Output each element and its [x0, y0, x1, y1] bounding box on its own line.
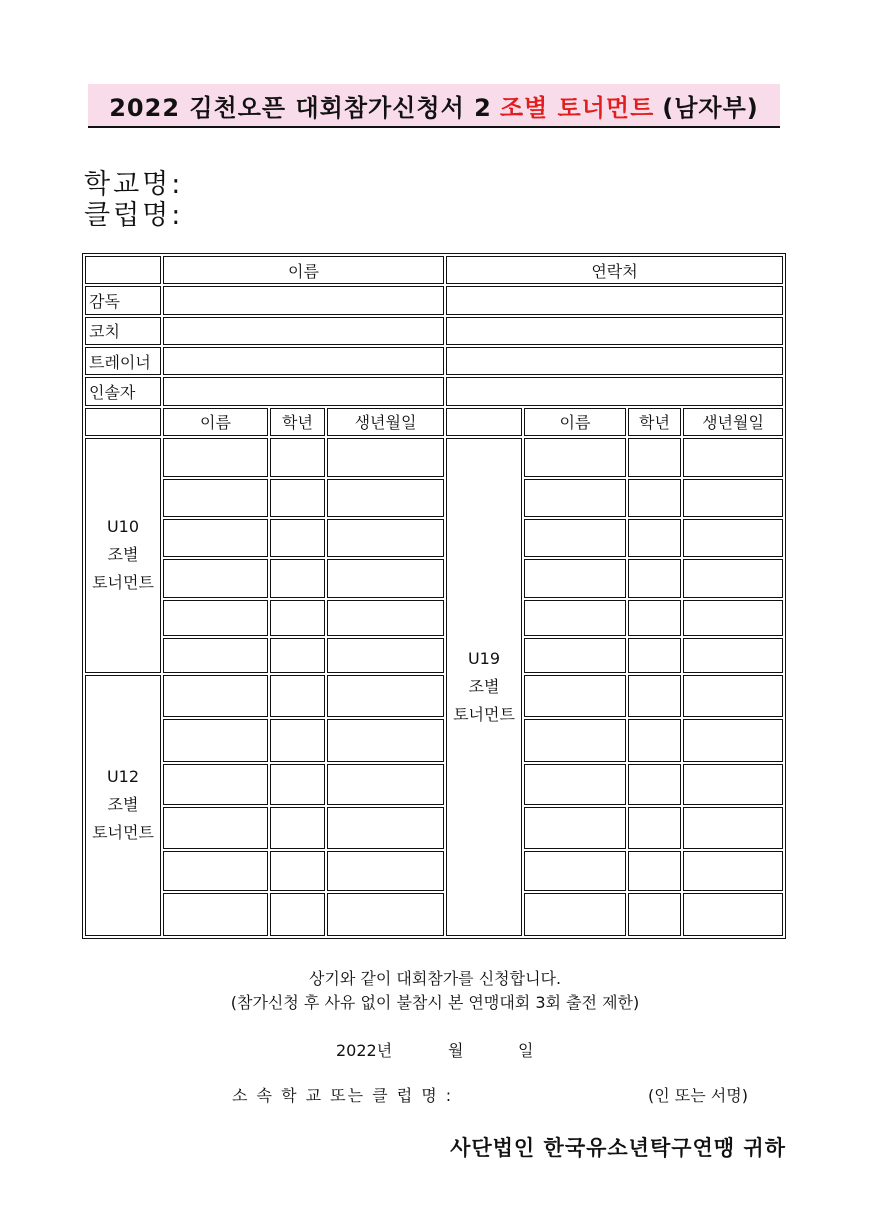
player-birth-cell[interactable]	[683, 675, 783, 718]
group-u12-line3: 토너먼트	[92, 823, 154, 843]
player-name-cell[interactable]	[524, 893, 626, 936]
player-grade-cell[interactable]	[628, 479, 681, 517]
staff-role-coach-director: 감독	[85, 286, 161, 314]
player-name-cell[interactable]	[163, 851, 268, 892]
player-grade-cell[interactable]	[628, 519, 681, 557]
entry-table	[82, 253, 786, 939]
player-birth-cell[interactable]	[327, 638, 444, 672]
player-name-header: 이름	[524, 408, 626, 436]
player-header-blank	[446, 408, 522, 436]
player-header-blank	[85, 408, 161, 436]
player-name-cell[interactable]	[163, 600, 268, 636]
player-name-cell[interactable]	[163, 719, 268, 762]
player-grade-cell[interactable]	[270, 675, 325, 718]
player-grade-cell[interactable]	[628, 675, 681, 718]
player-birth-cell[interactable]	[683, 479, 783, 517]
player-name-cell[interactable]	[524, 479, 626, 517]
group-u12-line2: 조별	[107, 795, 139, 815]
player-name-cell[interactable]	[524, 764, 626, 806]
staff-role-coach: 코치	[85, 317, 161, 345]
player-grade-cell[interactable]	[628, 764, 681, 806]
player-grade-cell[interactable]	[270, 438, 325, 476]
player-birth-header: 생년월일	[327, 408, 444, 436]
player-grade-cell[interactable]	[628, 600, 681, 636]
staff-name-cell[interactable]	[163, 347, 444, 375]
player-name-cell[interactable]	[524, 638, 626, 672]
club-name-field[interactable]: 클럽명:	[84, 200, 184, 231]
group-u12-line1: U12	[106, 767, 140, 787]
staff-contact-header: 연락처	[446, 256, 783, 284]
player-name-header: 이름	[163, 408, 268, 436]
staff-name-cell[interactable]	[163, 286, 444, 314]
player-grade-cell[interactable]	[270, 638, 325, 672]
recipient-footer: 사단법인 한국유소년탁구연맹 귀하	[450, 1136, 786, 1160]
player-birth-cell[interactable]	[327, 893, 444, 936]
player-name-cell[interactable]	[524, 559, 626, 597]
player-birth-cell[interactable]	[683, 807, 783, 849]
title-part3: (남자부)	[662, 93, 759, 122]
player-birth-cell[interactable]	[683, 719, 783, 762]
player-birth-cell[interactable]	[683, 764, 783, 806]
player-birth-cell[interactable]	[683, 893, 783, 936]
title-part2-red: 조별 토너먼트	[499, 93, 655, 122]
player-name-cell[interactable]	[163, 559, 268, 597]
player-grade-cell[interactable]	[270, 600, 325, 636]
signature-label: 소 속 학 교 또는 클 럽 명 :	[232, 1086, 454, 1105]
player-birth-cell[interactable]	[327, 807, 444, 849]
group-u10-line1: U10	[106, 517, 140, 537]
player-grade-cell[interactable]	[270, 764, 325, 806]
staff-role-leader: 인솔자	[85, 377, 161, 405]
player-name-cell[interactable]	[524, 600, 626, 636]
player-grade-cell[interactable]	[270, 559, 325, 597]
player-birth-cell[interactable]	[683, 519, 783, 557]
player-grade-cell[interactable]	[270, 519, 325, 557]
group-u19-line3: 토너먼트	[453, 705, 515, 725]
title-part1: 2022 김천오픈 대회참가신청서 2	[109, 93, 492, 122]
player-grade-cell[interactable]	[270, 851, 325, 892]
player-grade-cell[interactable]	[628, 807, 681, 849]
closing-statement: 상기와 같이 대회참가를 신청합니다.	[308, 969, 562, 988]
group-u10-line3: 토너먼트	[92, 573, 154, 593]
player-birth-header: 생년월일	[683, 408, 783, 436]
player-grade-cell[interactable]	[628, 638, 681, 672]
player-grade-cell[interactable]	[628, 851, 681, 892]
player-grade-cell[interactable]	[628, 438, 681, 476]
staff-contact-cell[interactable]	[446, 317, 783, 345]
form-title	[88, 84, 780, 128]
player-name-cell[interactable]	[163, 479, 268, 517]
player-name-cell[interactable]	[163, 638, 268, 672]
school-name-field[interactable]: 학교명:	[84, 169, 184, 200]
date-year: 2022년	[336, 1041, 393, 1060]
player-grade-cell[interactable]	[628, 559, 681, 597]
player-name-cell[interactable]	[163, 807, 268, 849]
player-birth-cell[interactable]	[683, 600, 783, 636]
group-u19-line1: U19	[467, 649, 501, 669]
player-name-cell[interactable]	[163, 438, 268, 476]
staff-name-cell[interactable]	[163, 317, 444, 345]
signature-seal: (인 또는 서명)	[648, 1086, 748, 1105]
player-birth-cell[interactable]	[327, 438, 444, 476]
player-grade-cell[interactable]	[628, 893, 681, 936]
player-name-cell[interactable]	[524, 519, 626, 557]
corner-cell	[85, 256, 161, 284]
player-birth-cell[interactable]	[327, 600, 444, 636]
player-name-cell[interactable]	[163, 519, 268, 557]
player-birth-cell[interactable]	[327, 719, 444, 762]
player-birth-cell[interactable]	[327, 675, 444, 718]
player-grade-cell[interactable]	[270, 807, 325, 849]
player-birth-cell[interactable]	[327, 764, 444, 806]
group-u10-line2: 조별	[107, 545, 139, 565]
group-u19-line2: 조별	[468, 677, 500, 697]
staff-contact-cell[interactable]	[446, 347, 783, 375]
player-grade-header: 학년	[270, 408, 325, 436]
player-grade-cell[interactable]	[628, 719, 681, 762]
player-name-cell[interactable]	[524, 438, 626, 476]
player-name-cell[interactable]	[163, 675, 268, 718]
player-birth-cell[interactable]	[683, 851, 783, 892]
group-label-u10	[85, 438, 161, 673]
player-birth-cell[interactable]	[327, 519, 444, 557]
group-label-u19	[446, 438, 522, 936]
player-name-cell[interactable]	[524, 807, 626, 849]
player-birth-cell[interactable]	[327, 559, 444, 597]
staff-name-header: 이름	[163, 256, 444, 284]
player-birth-cell[interactable]	[327, 851, 444, 892]
player-grade-cell[interactable]	[270, 719, 325, 762]
player-grade-cell[interactable]	[270, 479, 325, 517]
player-name-cell[interactable]	[163, 893, 268, 936]
staff-contact-cell[interactable]	[446, 377, 783, 405]
player-grade-header: 학년	[628, 408, 681, 436]
player-name-cell[interactable]	[524, 851, 626, 892]
player-name-cell[interactable]	[163, 764, 268, 806]
staff-contact-cell[interactable]	[446, 286, 783, 314]
staff-role-trainer: 트레이너	[85, 347, 161, 375]
group-label-u12	[85, 675, 161, 936]
player-grade-cell[interactable]	[270, 893, 325, 936]
player-name-cell[interactable]	[524, 719, 626, 762]
player-birth-cell[interactable]	[683, 438, 783, 476]
player-birth-cell[interactable]	[327, 479, 444, 517]
date-month: 월	[448, 1041, 464, 1060]
staff-name-cell[interactable]	[163, 377, 444, 405]
player-birth-cell[interactable]	[683, 638, 783, 672]
date-day: 일	[518, 1041, 534, 1060]
player-name-cell[interactable]	[524, 675, 626, 718]
closing-note: (참가신청 후 사유 없이 불참시 본 연맹대회 3회 출전 제한)	[230, 993, 640, 1012]
player-birth-cell[interactable]	[683, 559, 783, 597]
